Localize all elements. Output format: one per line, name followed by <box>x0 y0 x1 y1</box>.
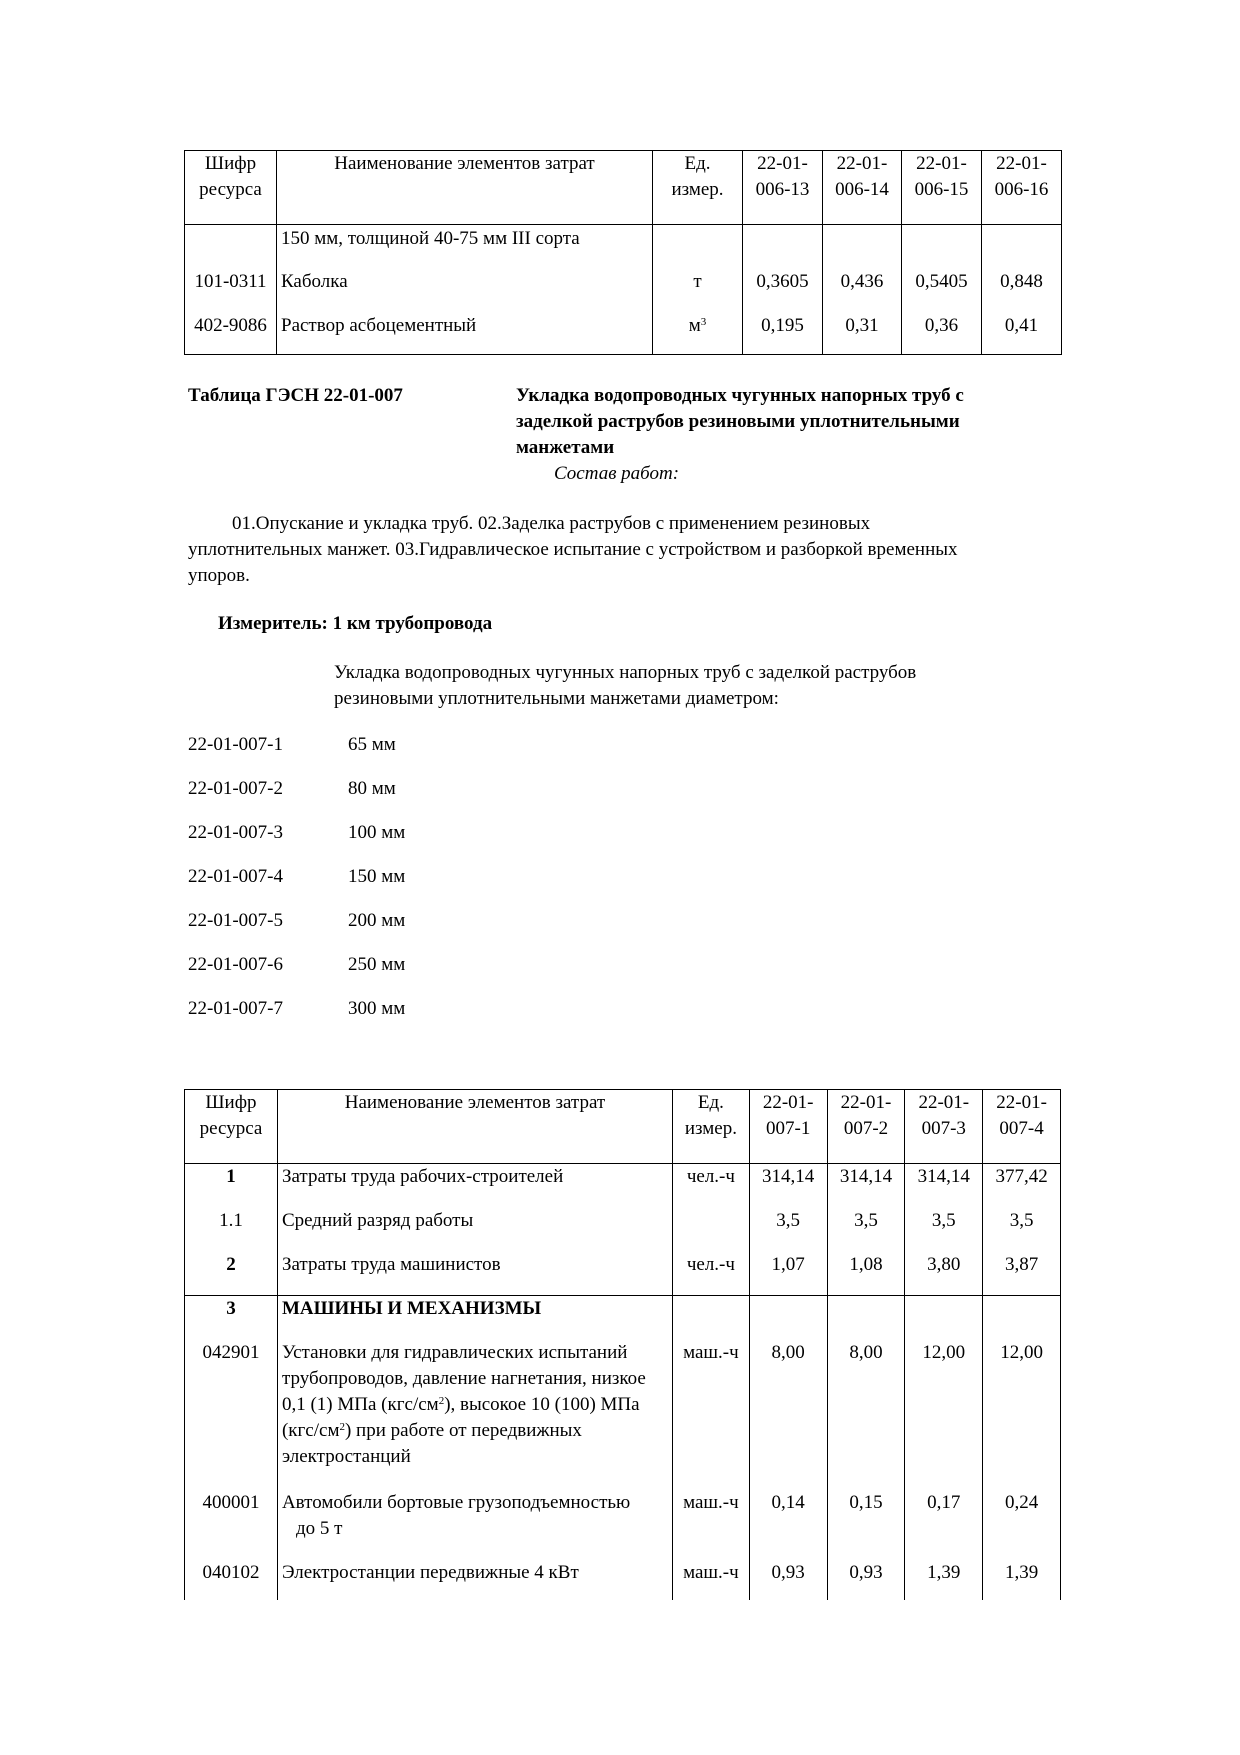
machine-name: Автомобили бортовые грузоподъемностью до 5 т <box>277 1490 672 1560</box>
header-col-3: 22-01- 006-15 <box>902 151 982 225</box>
composition-label: Состав работ: <box>554 463 680 484</box>
table-2-header <box>185 1090 1061 1164</box>
header-col-4: 22-01- 007-4 <box>983 1090 1061 1164</box>
header-name: Наименование элементов затрат <box>277 151 653 225</box>
machine-name: Установки для гидравлических испытаний трубопроводов, давление нагнетания, низкое 0,1 (1) МПа $(кгс/см^2)$, высокое 10 (100) МПа $(кгс/см^2)$ при работе от передвижных электростанций <box>277 1340 672 1490</box>
table-row: 042901 Установки для гидравлических испытаний трубопроводов, давление нагнетания, низкое 0,1 (1) МПа $(кгс/см^2)$, высокое 10 (100) МПа $(кгс/см^2)$ при работе от передвижных электростанций маш.-ч 8,00 8,00 12,00 12,00 <box>185 1340 1061 1490</box>
table-row: 3 МАШИНЫ И МЕХАНИЗМЫ <box>185 1296 1061 1340</box>
header-unit: Ед. измер. <box>673 1090 750 1164</box>
header-unit: Ед. измер. <box>653 151 743 225</box>
machines-title: МАШИНЫ И МЕХАНИЗМЫ <box>277 1296 672 1340</box>
description: Укладка водопроводных чугунных напорных труб с заделкой раструбов резиновыми уплотнительными манжетами диаметром: <box>334 662 917 709</box>
table-row: 101-0311 Каболка т 0,3605 0,436 0,5405 0,848 <box>185 269 1062 313</box>
header-col-2: 22-01- 006-14 <box>823 151 902 225</box>
table-row: 2 Затраты труда машинистов чел.-ч 1,07 1,08 3,80 3,87 <box>185 1252 1061 1296</box>
table-row: 400001 Автомобили бортовые грузоподъемностью до 5 т маш.-ч 0,14 0,15 0,17 0,24 <box>185 1490 1061 1560</box>
table-row: 040102 Электростанции передвижные 4 кВт маш.-ч 0,93 0,93 1,39 1,39 <box>185 1560 1061 1600</box>
continuation-text: 150 мм, толщиной 40-75 мм III сорта <box>277 225 653 269</box>
works-text: 01.Опускание и укладка труб. 02.Заделка раструбов с применением резиновых уплотнительных манжет. 03.Гидравлическое испытание с устройством и разборкой временных упоров. <box>188 513 958 586</box>
header-col-2: 22-01- 007-2 <box>827 1090 905 1164</box>
section-title: Укладка водопроводных чугунных напорных труб с заделкой раструбов резиновыми уплотнительными манжетами <box>516 385 964 458</box>
header-col-4: 22-01- 006-16 <box>982 151 1062 225</box>
table-1 <box>184 150 1062 355</box>
table-2 <box>184 1089 1061 1600</box>
header-name: Наименование элементов затрат <box>277 1090 672 1164</box>
header-code: Шифр ресурса <box>185 1090 278 1164</box>
meter: Измеритель: 1 км трубопровода <box>218 613 493 634</box>
header-col-1: 22-01- 006-13 <box>743 151 823 225</box>
table-1-header <box>185 151 1062 225</box>
table-label: Таблица ГЭСН 22-01-007 <box>188 385 403 406</box>
header-code: Шифр ресурса <box>185 151 277 225</box>
table-row: 1 Затраты труда рабочих-строителей чел.-ч 314,14 314,14 314,14 377,42 <box>185 1164 1061 1208</box>
header-col-3: 22-01- 007-3 <box>905 1090 983 1164</box>
table-row: 402-9086 Раствор асбоцементный $м^3$ 0,195 0,31 0,36 0,41 <box>185 313 1062 355</box>
table-row <box>185 225 1062 269</box>
table-row: 1.1 Средний разряд работы 3,5 3,5 3,5 3,5 <box>185 1208 1061 1252</box>
header-col-1: 22-01- 007-1 <box>749 1090 827 1164</box>
